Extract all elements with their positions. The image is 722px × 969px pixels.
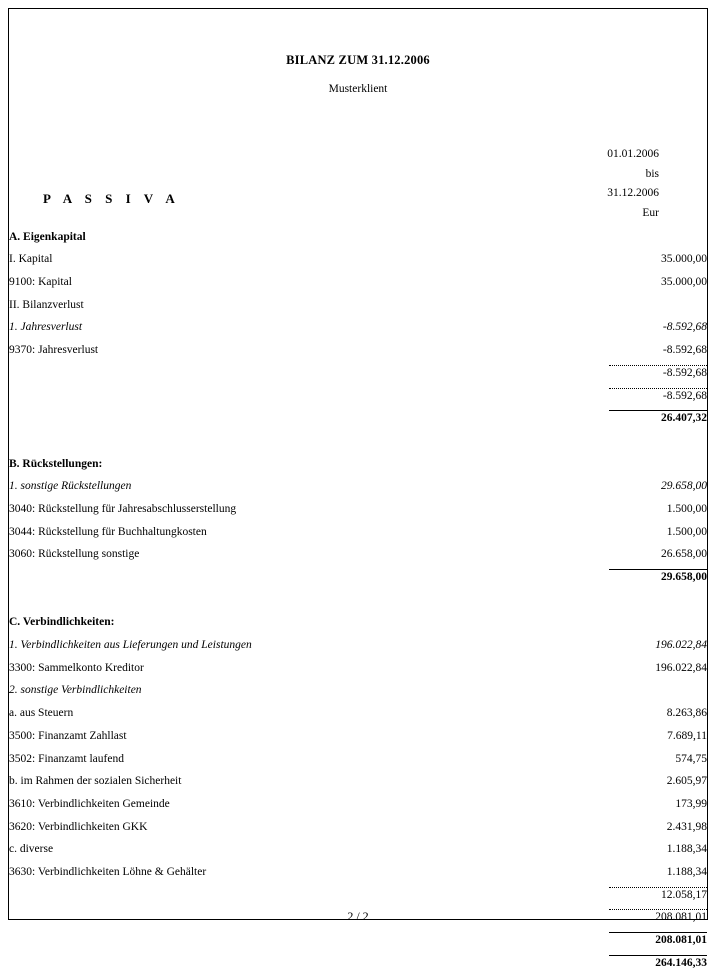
row-amount xyxy=(557,833,707,856)
row-label: 1. sonstige Rückstellungen xyxy=(9,480,132,493)
row-amount xyxy=(557,628,707,651)
table-row xyxy=(9,833,707,856)
period-to: 31.12.2006 xyxy=(607,187,659,199)
row-amount xyxy=(557,220,707,243)
table-row xyxy=(9,787,707,810)
row-amount xyxy=(557,243,707,266)
table-row xyxy=(9,470,707,493)
table-row xyxy=(9,402,707,425)
row-label xyxy=(9,379,557,402)
table-row xyxy=(9,674,707,697)
table-row xyxy=(9,946,707,969)
amount-value: 208.081,01 xyxy=(609,909,707,923)
amount-value: 29.658,00 xyxy=(609,569,707,583)
row-label: 3610: Verbindlichkeiten Gemeinde xyxy=(9,797,170,810)
row-label xyxy=(9,923,557,946)
amount-value: 35.000,00 xyxy=(661,253,707,266)
row-label: a. aus Steuern xyxy=(9,707,74,720)
row-label: 3044: Rückstellung für Buchhaltungkosten xyxy=(9,525,207,538)
row-amount xyxy=(557,742,707,765)
table-row xyxy=(9,560,707,583)
amount-value: 173,99 xyxy=(675,797,707,810)
row-amount xyxy=(557,288,707,311)
reporting-period xyxy=(519,145,659,223)
amount-value: 196.022,84 xyxy=(655,639,707,652)
row-label: 1. Jahresverlust xyxy=(9,321,83,334)
row-label: I. Kapital xyxy=(9,253,53,266)
row-label: 3060: Rückstellung sonstige xyxy=(9,548,140,561)
row-amount xyxy=(557,606,707,629)
amount-value: 35.000,00 xyxy=(661,276,707,289)
row-label xyxy=(9,560,557,583)
table-row xyxy=(9,356,707,379)
row-label xyxy=(9,356,557,379)
row-label: II. Bilanzverlust xyxy=(9,298,84,311)
table-row xyxy=(9,379,707,402)
row-amount xyxy=(557,515,707,538)
row-amount xyxy=(557,923,707,946)
table-row xyxy=(9,628,707,651)
table-row xyxy=(9,719,707,742)
amount-value: -8.592,68 xyxy=(609,388,707,402)
client-name: Musterklient xyxy=(328,83,388,95)
amount-value: 26.658,00 xyxy=(661,548,707,561)
row-amount xyxy=(557,560,707,583)
table-row xyxy=(9,538,707,561)
table-row xyxy=(9,606,707,629)
row-label: 3502: Finanzamt laufend xyxy=(9,752,124,765)
amount-value: 29.658,00 xyxy=(661,480,707,493)
row-label: 3630: Verbindlichkeiten Löhne & Gehälter xyxy=(9,865,207,878)
table-row xyxy=(9,810,707,833)
row-amount xyxy=(557,765,707,788)
row-label: 1. Verbindlichkeiten aus Lieferungen und Leistungen xyxy=(9,639,252,652)
row-label xyxy=(9,402,557,425)
row-amount xyxy=(557,674,707,697)
row-amount xyxy=(557,265,707,288)
table-row xyxy=(9,515,707,538)
row-label xyxy=(9,878,557,901)
row-label: B. Rückstellungen: xyxy=(9,457,103,470)
table-row xyxy=(9,265,707,288)
row-label: A. Eigenkapital xyxy=(9,230,86,243)
table-row xyxy=(9,765,707,788)
page-sheet xyxy=(8,8,708,969)
row-amount xyxy=(557,719,707,742)
row-amount xyxy=(557,878,707,901)
amount-value: 574,75 xyxy=(675,752,707,765)
amount-value: 8.263,86 xyxy=(666,707,707,720)
page-number: 2 / 2 xyxy=(347,909,369,923)
row-label: 3300: Sammelkonto Kreditor xyxy=(9,661,144,674)
amount-value: 1.500,00 xyxy=(666,525,707,538)
amount-value: 2.605,97 xyxy=(666,775,707,788)
row-amount xyxy=(557,333,707,356)
row-label: 3620: Verbindlichkeiten GKK xyxy=(9,820,148,833)
row-amount xyxy=(557,855,707,878)
table-row xyxy=(9,492,707,515)
row-label: 3040: Rückstellung für Jahresabschlusserstellung xyxy=(9,502,237,515)
row-amount xyxy=(557,651,707,674)
amount-value: -8.592,68 xyxy=(662,321,707,334)
table-row xyxy=(9,220,707,243)
row-label: 9100: Kapital xyxy=(9,276,72,289)
row-amount xyxy=(557,810,707,833)
row-amount xyxy=(557,470,707,493)
row-amount xyxy=(557,447,707,470)
amount-value: -8.592,68 xyxy=(662,344,707,357)
amount-value: 1.500,00 xyxy=(666,502,707,515)
amount-value: 7.689,11 xyxy=(667,729,707,742)
amount-value: 264.146,33 xyxy=(609,955,707,969)
amount-value: 208.081,01 xyxy=(609,932,707,946)
amount-value: -8.592,68 xyxy=(609,365,707,379)
row-amount xyxy=(557,946,707,969)
page-content xyxy=(9,53,707,969)
table-row xyxy=(9,742,707,765)
row-amount xyxy=(557,787,707,810)
page-title: BILANZ ZUM 31.12.2006 xyxy=(286,53,430,67)
table-row xyxy=(9,696,707,719)
amount-value: 2.431,98 xyxy=(666,820,707,833)
row-amount xyxy=(557,356,707,379)
row-spacer xyxy=(9,424,707,447)
period-connector: bis xyxy=(645,167,659,180)
amount-value: 12.058,17 xyxy=(609,887,707,901)
table-row xyxy=(9,447,707,470)
row-label: c. diverse xyxy=(9,843,54,856)
amount-value: 196.022,84 xyxy=(655,661,707,674)
row-label: 3500: Finanzamt Zahllast xyxy=(9,729,127,742)
amount-value: 1.188,34 xyxy=(666,843,707,856)
amount-value: 26.407,32 xyxy=(609,410,707,424)
table-row xyxy=(9,923,707,946)
row-amount xyxy=(557,402,707,425)
table-row xyxy=(9,288,707,311)
row-label: 2. sonstige Verbindlichkeiten xyxy=(9,684,142,697)
table-row xyxy=(9,333,707,356)
row-label: b. im Rahmen der sozialen Sicherheit xyxy=(9,775,182,788)
currency-label: Eur xyxy=(642,206,659,219)
balance-sheet-table xyxy=(9,220,707,969)
table-row xyxy=(9,878,707,901)
row-spacer xyxy=(9,583,707,606)
amount-value: 1.188,34 xyxy=(666,865,707,878)
row-amount xyxy=(557,538,707,561)
table-row xyxy=(9,243,707,266)
row-amount xyxy=(557,379,707,402)
period-from: 01.01.2006 xyxy=(607,148,659,160)
section-heading-passiva: P A S S I V A xyxy=(43,191,180,206)
row-amount xyxy=(557,492,707,515)
table-row xyxy=(9,855,707,878)
table-row xyxy=(9,651,707,674)
row-label: C. Verbindlichkeiten: xyxy=(9,616,115,629)
row-amount xyxy=(557,311,707,334)
row-amount xyxy=(557,696,707,719)
row-label: 9370: Jahresverlust xyxy=(9,344,99,357)
row-label xyxy=(9,946,557,969)
table-row xyxy=(9,311,707,334)
